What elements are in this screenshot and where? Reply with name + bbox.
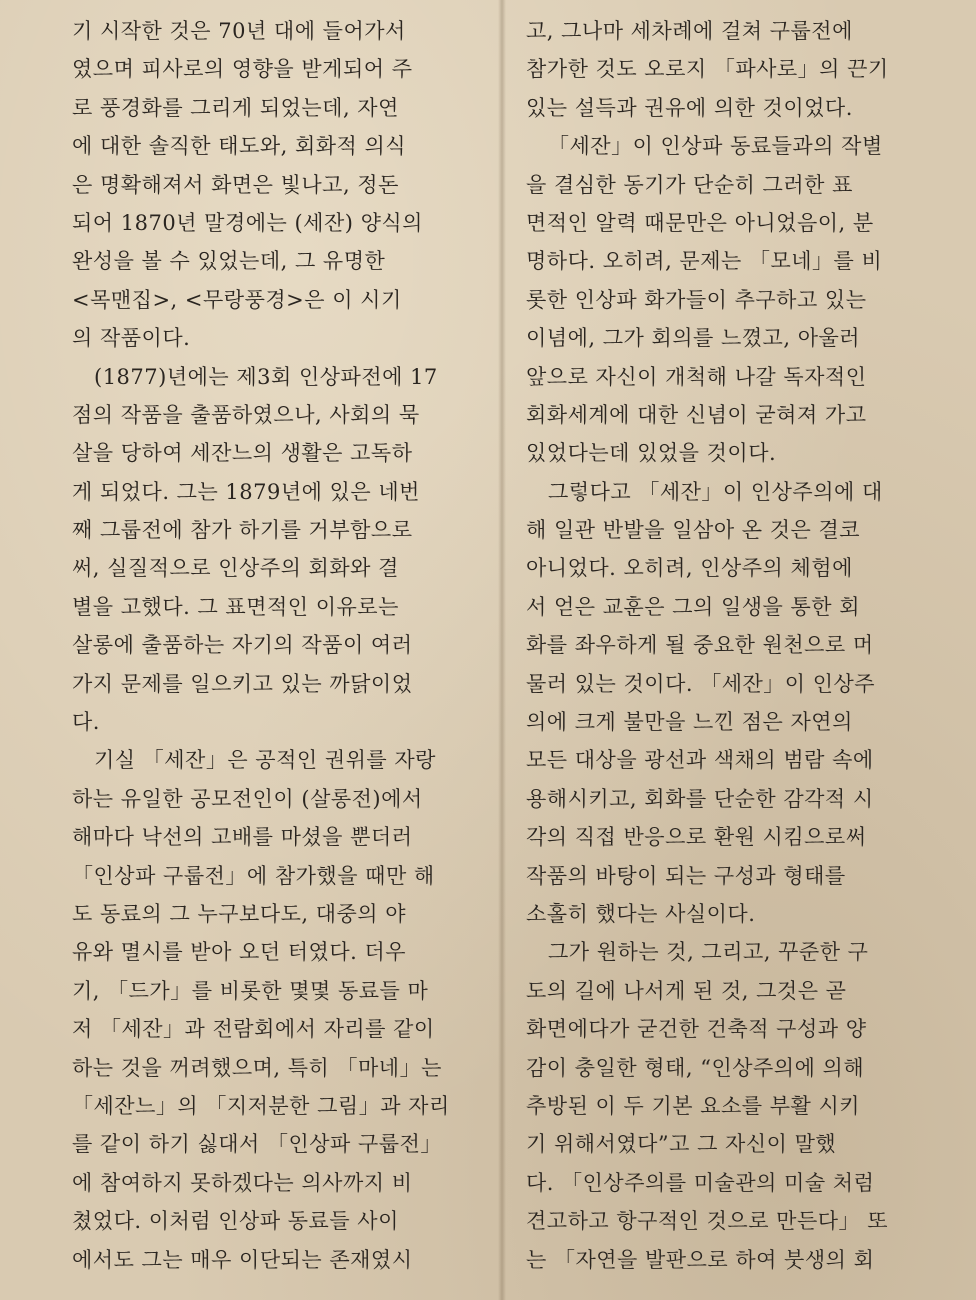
text-line: 은 명확해져서 화면은 빛나고, 정돈 — [72, 172, 399, 197]
column-gutter — [498, 0, 506, 1300]
text-line: 해마다 낙선의 고배를 마셨을 뿐더러 — [72, 825, 413, 850]
text-line: 각의 직접 반응으로 환원 시킴으로써 — [526, 825, 867, 850]
paragraph — [72, 12, 482, 358]
text-line: 「세잔」이 인상파 동료들과의 작별 — [548, 134, 883, 159]
paragraph — [526, 12, 938, 127]
text-line: 「세잔느」의 「지저분한 그림」과 자리 — [72, 1093, 450, 1118]
text-line: 점의 작품을 출품하였으나, 사회의 묵 — [72, 402, 420, 427]
text-line: 참가한 것도 오로지 「파사로」의 끈기 — [526, 57, 889, 82]
text-line: <목맨집>, <무랑풍경>은 이 시기 — [72, 287, 402, 312]
text-line: 기, 「드가」를 비롯한 몇몇 동료들 마 — [72, 978, 429, 1003]
text-line: 이념에, 그가 회의를 느꼈고, 아울러 — [526, 326, 861, 351]
text-line: 를 같이 하기 싫대서 「인상파 구룹전」 — [72, 1132, 442, 1157]
text-line: 감이 충일한 형태, “인상주의에 의해 — [526, 1055, 865, 1080]
text-line: 서 얻은 교훈은 그의 일생을 통한 회 — [526, 594, 861, 619]
text-line: 하는 것을 꺼려했으며, 특히 「마네」는 — [72, 1055, 442, 1080]
text-line: 도의 길에 나서게 된 것, 그것은 곧 — [526, 978, 847, 1003]
text-line: 별을 고했다. 그 표면적인 이유로는 — [72, 594, 399, 619]
text-line: 「인상파 구룹전」에 참가했을 때만 해 — [72, 863, 435, 888]
text-line: 기 시작한 것은 70년 대에 들어가서 — [72, 19, 406, 43]
text-line: 살을 당하여 세잔느의 생활은 고독하 — [72, 441, 413, 466]
text-line: 게 되었다. 그는 1879년에 있은 네번 — [72, 479, 420, 504]
text-line: 째 그룹전에 참가 하기를 거부함으로 — [72, 518, 413, 543]
text-line: 에 참여하지 못하겠다는 의사까지 비 — [72, 1170, 413, 1195]
text-line: 면적인 알력 때문만은 아니었음이, 분 — [526, 210, 874, 235]
text-line: 되어 1870년 말경에는 (세잔) 양식의 — [72, 210, 423, 235]
text-line: 의 작품이다. — [72, 326, 191, 351]
text-line: 로 풍경화를 그리게 되었는데, 자연 — [72, 95, 399, 120]
text-line: 추방된 이 두 기본 요소를 부활 시키 — [526, 1093, 861, 1118]
text-line: 롯한 인상파 화가들이 추구하고 있는 — [526, 287, 867, 312]
text-line: 가지 문제를 일으키고 있는 까닭이었 — [72, 671, 413, 696]
text-line: 있었다는데 있었을 것이다. — [526, 441, 777, 466]
right-column — [526, 12, 938, 1279]
text-line: 을 결심한 동기가 단순히 그러한 표 — [526, 172, 853, 197]
text-line: 화를 좌우하게 될 중요한 원천으로 머 — [526, 633, 874, 658]
text-line: 살롱에 출품하는 자기의 작품이 여러 — [72, 633, 413, 658]
text-line: 기 위해서였다”고 그 자신이 말했 — [526, 1132, 837, 1157]
paragraph — [526, 127, 938, 473]
text-line: 견고하고 항구적인 것으로 만든다」 또 — [526, 1209, 888, 1234]
text-line: 는 「자연을 발판으로 하여 붓생의 회 — [526, 1247, 875, 1272]
text-line: 고, 그나마 세차례에 걸쳐 구룹전에 — [526, 19, 853, 43]
paragraph — [72, 358, 482, 742]
text-line: 소홀히 했다는 사실이다. — [526, 901, 756, 926]
text-line: 에서도 그는 매우 이단되는 존재였시 — [72, 1247, 413, 1272]
text-line: 작품의 바탕이 되는 구성과 형태를 — [526, 863, 846, 888]
paragraph — [72, 741, 482, 1278]
text-line: 그가 원하는 것, 그리고, 꾸준한 구 — [548, 940, 869, 965]
left-column — [72, 12, 482, 1279]
text-line: 앞으로 자신이 개척해 나갈 독자적인 — [526, 364, 867, 389]
text-line: (1877)년에는 제3회 인상파전에 17 — [94, 364, 438, 389]
text-line: 하는 유일한 공모전인이 (살롱전)에서 — [72, 786, 423, 811]
text-line: 그렇다고 「세잔」이 인상주의에 대 — [548, 479, 883, 504]
text-line: 저 「세잔」과 전람회에서 자리를 같이 — [72, 1017, 435, 1042]
text-line: 명하다. 오히려, 문제는 「모네」를 비 — [526, 249, 883, 274]
text-line: 화면에다가 굳건한 건축적 구성과 양 — [526, 1017, 867, 1042]
text-line: 였으며 피사로의 영향을 받게되어 주 — [72, 57, 413, 82]
text-line: 완성을 볼 수 있었는데, 그 유명한 — [72, 249, 386, 274]
text-line: 아니었다. 오히려, 인상주의 체험에 — [526, 556, 853, 581]
text-line: 의에 크게 불만을 느낀 점은 자연의 — [526, 710, 853, 735]
paragraph — [526, 933, 938, 1279]
text-line: 에 대한 솔직한 태도와, 회화적 의식 — [72, 134, 407, 159]
text-line: 회화세계에 대한 신념이 굳혀져 가고 — [526, 402, 867, 427]
text-line: 도 동료의 그 누구보다도, 대중의 야 — [72, 901, 407, 926]
text-line: 용해시키고, 회화를 단순한 감각적 시 — [526, 786, 874, 811]
text-line: 써, 실질적으로 인상주의 회화와 결 — [72, 556, 399, 581]
text-line: 해 일관 반발을 일삼아 온 것은 결코 — [526, 518, 861, 543]
paragraph — [526, 473, 938, 934]
text-line: 물러 있는 것이다. 「세잔」이 인상주 — [526, 671, 876, 696]
text-line: 쳤었다. 이처럼 인상파 동료들 사이 — [72, 1209, 399, 1234]
text-line: 다. — [72, 710, 100, 735]
text-line: 다. 「인상주의를 미술관의 미술 처럼 — [526, 1170, 875, 1195]
text-line: 유와 멸시를 받아 오던 터였다. 더우 — [72, 940, 407, 965]
text-line: 모든 대상을 광선과 색채의 범람 속에 — [526, 748, 874, 773]
text-line: 있는 설득과 권유에 의한 것이었다. — [526, 95, 853, 120]
text-line: 기실 「세잔」은 공적인 권위를 자랑 — [94, 748, 436, 773]
